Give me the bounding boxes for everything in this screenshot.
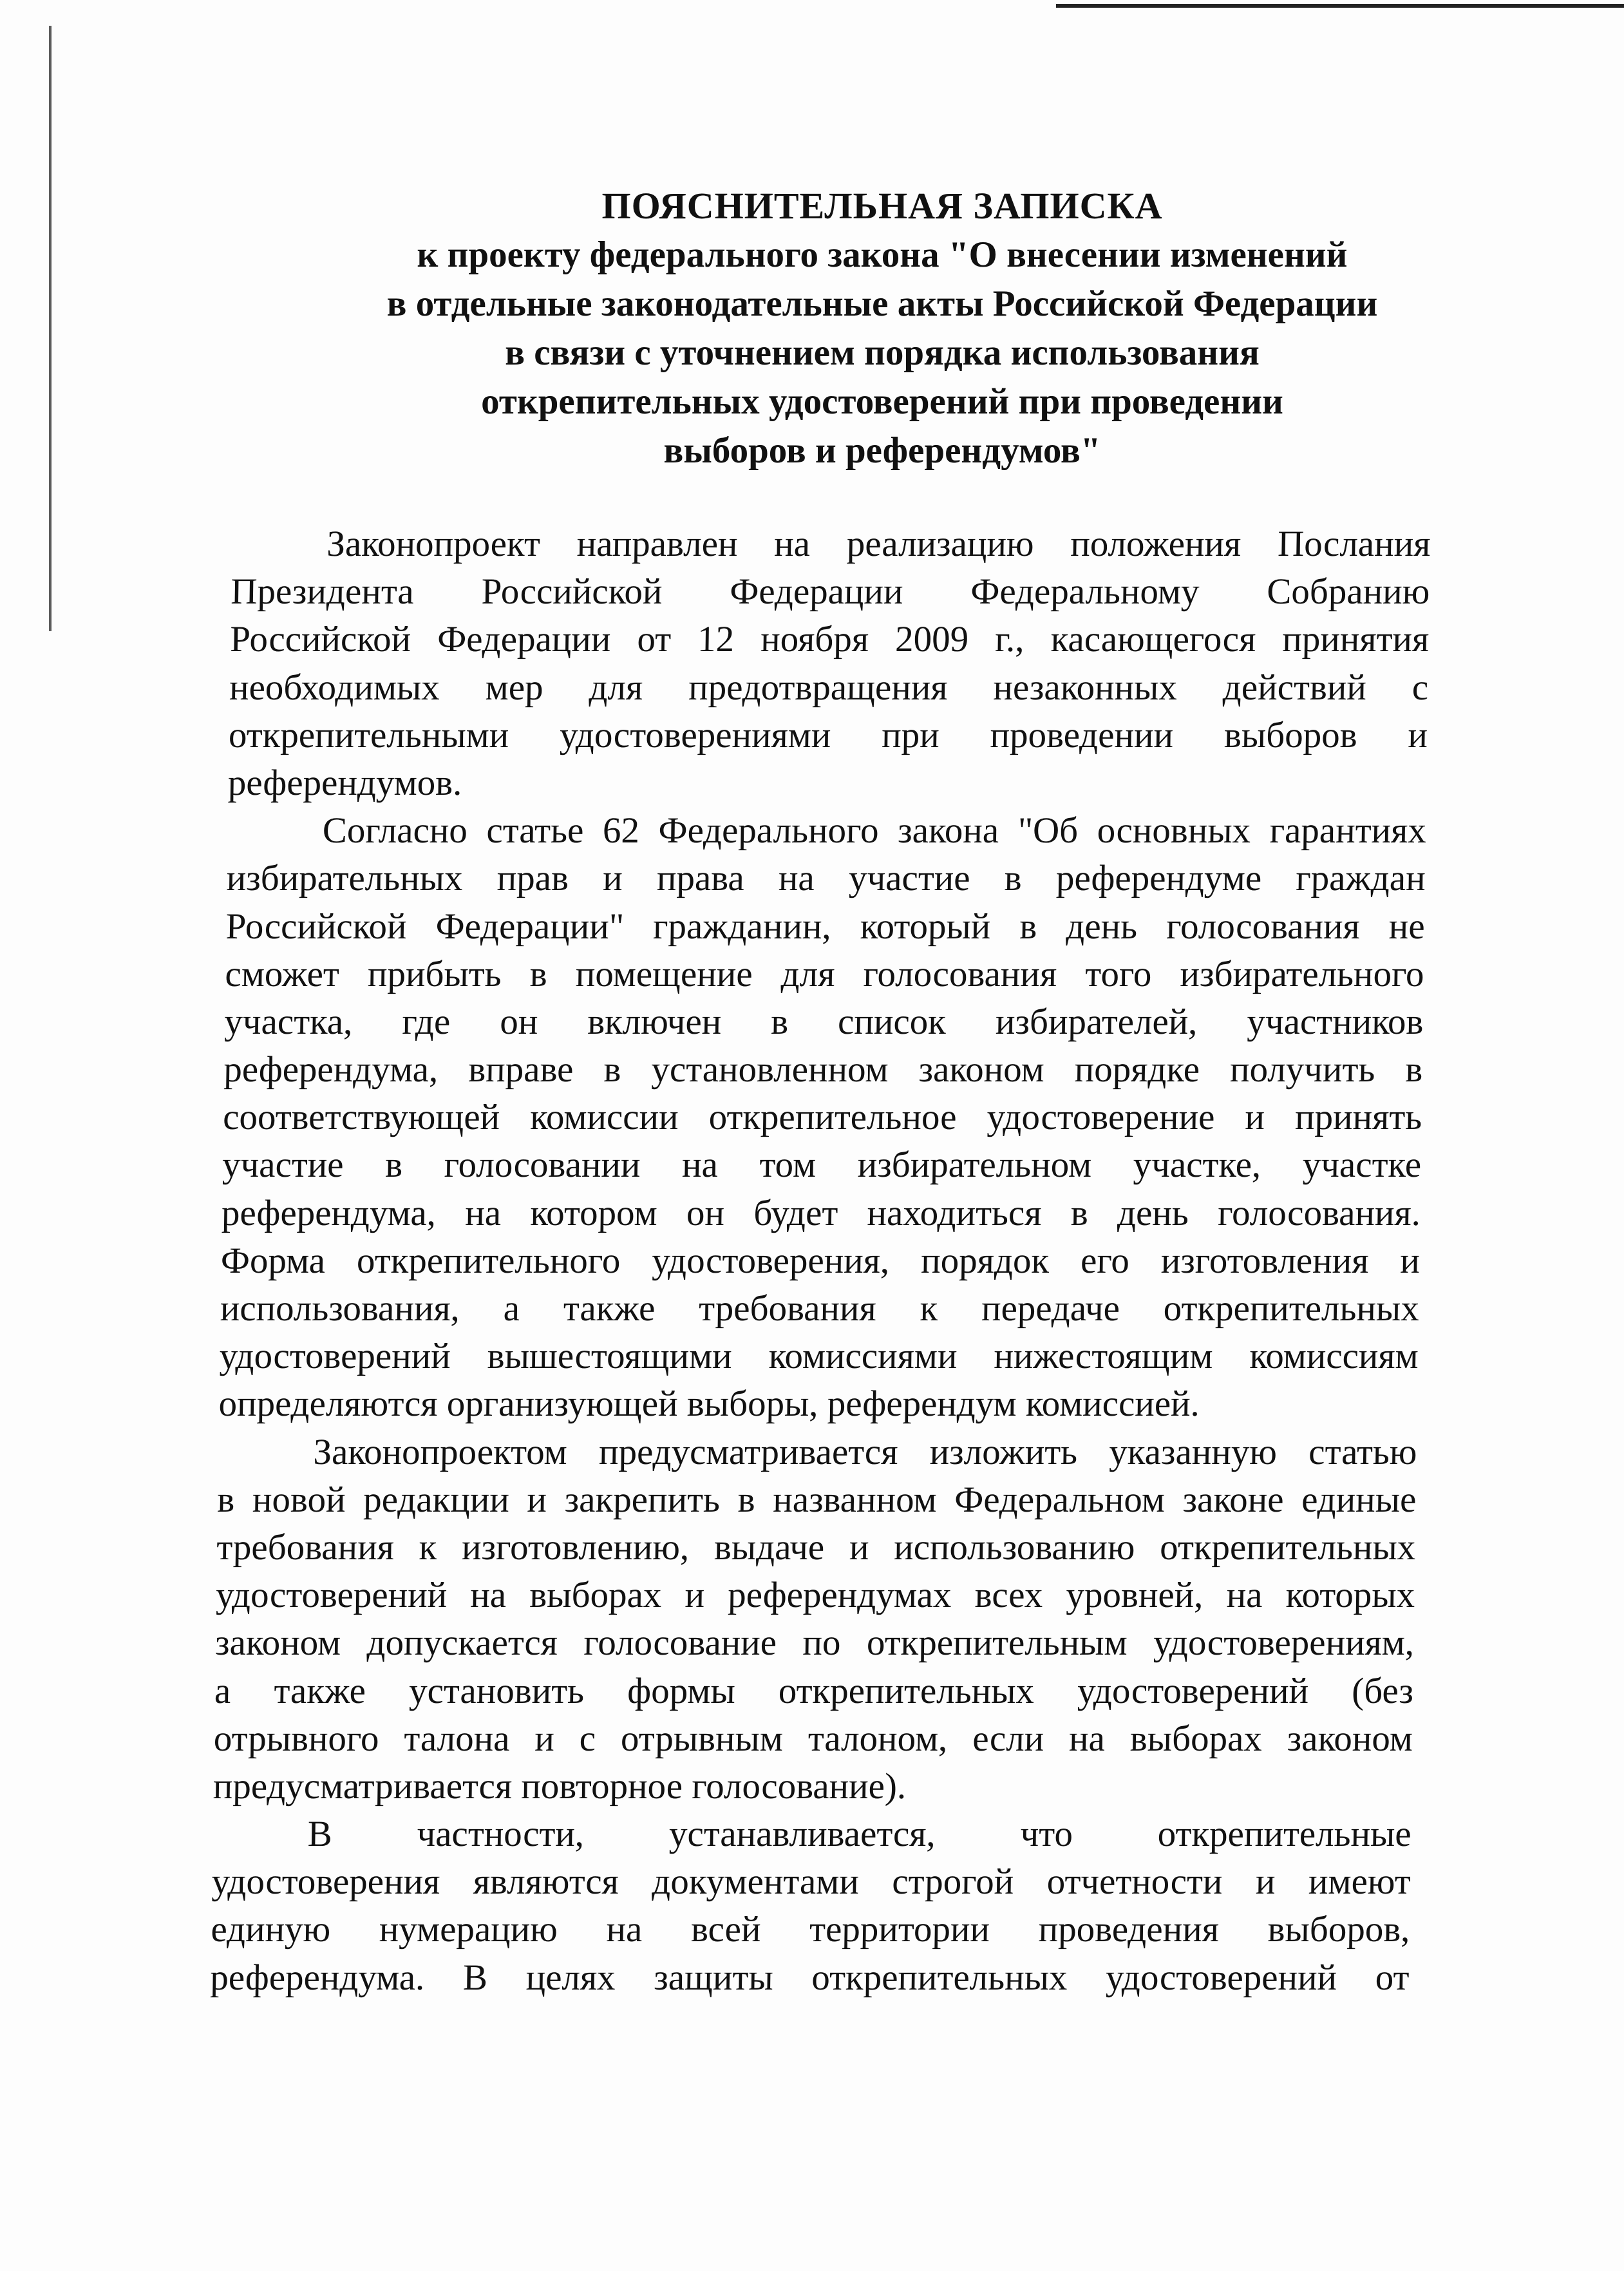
paragraph-line: предусматривается повторное голосование). (212, 1765, 907, 1807)
paragraph (218, 807, 1426, 1428)
paragraph-line: а также установить формы открепительных удостоверений (без (214, 1670, 1414, 1711)
paragraph-line: отрывного талона и с отрывным талоном, если на выборах законом (213, 1718, 1413, 1759)
title-line: в связи с уточнением порядка использования (505, 332, 1260, 373)
paragraph-line: Российской Федерации от 12 ноября 2009 г., касающегося принятия (229, 619, 1430, 660)
paragraph-line: использования, а также требования к передаче открепительных (220, 1288, 1420, 1329)
paragraph-line: законом допускается голосование по открепительным удостоверениям, (214, 1622, 1415, 1664)
paragraph-line: открепительными удостоверениями при проведении выборов и (228, 714, 1428, 755)
paragraph-line: сможет прибыть в помещение для голосования того избирательного (225, 953, 1425, 994)
paragraph-line: референдума. В целях защиты открепительных удостоверений от (209, 1957, 1410, 1998)
paragraph-line: Российской Федерации" гражданин, который в день голосования не (225, 906, 1426, 947)
scan-edge-artifact (1056, 4, 1624, 8)
paragraph-line: необходимых мер для предотвращения незаконных действий с (229, 667, 1429, 708)
paragraph-line: референдума, вправе в установленном законом порядке получить в (223, 1049, 1423, 1090)
paragraph-line: участие в голосовании на том избирательном участке, участке (222, 1145, 1422, 1186)
paragraph-line: референдумов. (227, 762, 462, 803)
paragraph-line: требования к изготовлению, выдаче и использованию открепительных (216, 1526, 1416, 1568)
paragraph-line: единую нумерацию на всей территории проведения выборов, (211, 1909, 1411, 1950)
paragraph-line: соответствующей комиссии открепительное удостоверение и принять (222, 1097, 1422, 1138)
paragraph-line: Форма открепительного удостоверения, порядок его изготовления и (220, 1240, 1421, 1281)
title-line: в отдельные законодательные акты Российской Федерации (386, 283, 1378, 324)
title-line: к проекту федерального закона "О внесении изменений (417, 234, 1348, 275)
paragraph (210, 1810, 1412, 2002)
paragraph-line: удостоверения являются документами строгой отчетности и имеют (211, 1861, 1412, 1903)
document-body (210, 520, 1431, 2002)
paragraph-line: Согласно статье 62 Федерального закона "Об основных гарантиях (322, 810, 1427, 851)
paragraph-line: в новой редакции и закрепить в названном Федеральном законе единые (216, 1479, 1417, 1520)
paragraph-line: удостоверений на выборах и референдумах всех уровней, на которых (215, 1575, 1415, 1616)
title-heading: ПОЯСНИТЕЛЬНАЯ ЗАПИСКА (601, 185, 1163, 227)
title-line: выборов и референдумов" (663, 430, 1101, 471)
paragraph-line: участка, где он включен в список избирателей, участников (223, 1001, 1424, 1042)
paragraph-line: Президента Российской Федерации Федеральному Собранию (230, 571, 1430, 613)
paragraph-line: определяются организующей выборы, референдум комиссией. (218, 1383, 1200, 1425)
paragraph-line: удостоверений вышестоящими комиссиями нижестоящим комиссиям (219, 1336, 1419, 1377)
paragraph (227, 520, 1431, 807)
paragraph (212, 1429, 1417, 1811)
title-line: открепительных удостоверений при проведении (481, 381, 1283, 422)
paragraph-line: Законопроект направлен на реализацию положения Послания (326, 524, 1431, 564)
document-title (0, 182, 1624, 475)
paragraph-line: избирательных прав и права на участие в референдуме граждан (226, 858, 1426, 899)
paragraph-line: В частности, устанавливается, что открепительные (307, 1814, 1412, 1855)
paragraph-line: Законопроектом предусматривается изложить указанную статью (313, 1431, 1418, 1472)
paragraph-line: референдума, на котором он будет находиться в день голосования. (221, 1192, 1421, 1233)
